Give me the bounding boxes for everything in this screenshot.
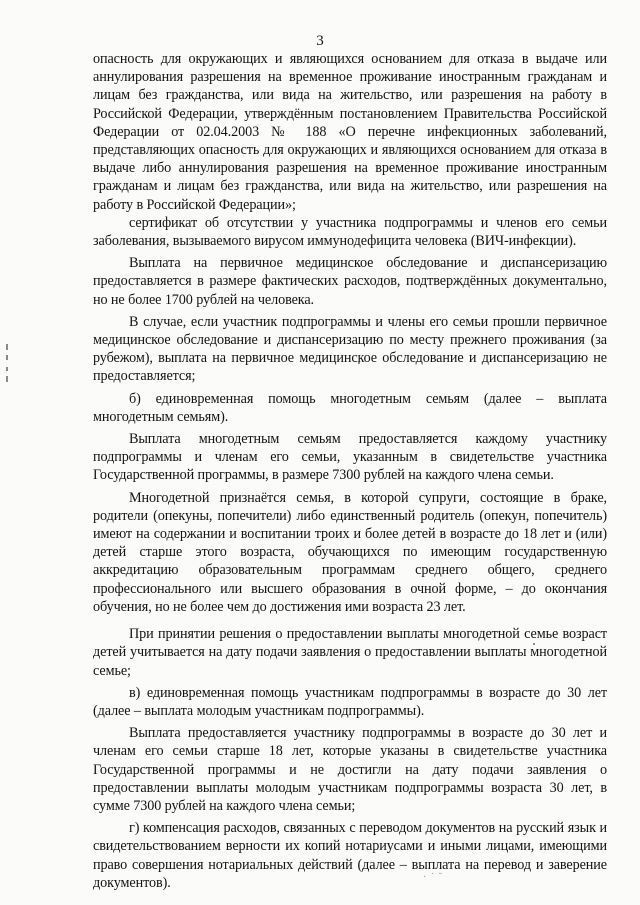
paragraph: Выплата предоставляется участнику подпрограммы в возрасте до 30 лет и членам его семьи старше 18 лет, которые указаны в свидетельстве участника Государственной программы и не достигли на дату подачи заявления о предоставлении выплаты молодым участникам подпрограммы возраста 30 лет, в сумме 7300 рублей на каждого члена семьи; bbox=[93, 725, 607, 814]
scan-margin-mark bbox=[6, 376, 8, 382]
paragraph: сертификат об отсутствии у участника подпрограммы и членов его семьи заболевания, вызываемого вирусом иммунодефицита человека (ВИЧ-инфекции). bbox=[93, 214, 607, 250]
paragraph: б) единовременная помощь многодетным семьям (далее – выплата многодетным семьям). bbox=[93, 390, 607, 425]
paragraph: г) компенсация расходов, связанных с переводом документов на русский язык и свидетельствованием верности их копий нотариусами и иными лицами, имеющими право совершения нотариальных действий (далее – выплата на перевод и заверение документов). bbox=[93, 820, 607, 891]
paragraph: Выплата многодетным семьям предоставляется каждому участнику подпрограммы и членам его семьи, указанным в свидетельстве участника Государственной программы, в размере 7300 рублей на каждого члена семьи. bbox=[93, 431, 607, 484]
paragraph: в) единовременная помощь участникам подпрограммы в возрасте до 30 лет (далее – выплата молодым участникам подпрограммы). bbox=[93, 684, 607, 719]
scan-margin-mark bbox=[6, 344, 8, 350]
paragraph: Многодетной признаётся семья, в которой супруги, состоящие в браке, родители (опекуны, попечители) либо единственный родитель (опекун, попечитель) имеют на содержании и воспитании троих и более детей в возрасте до 18 лет и (или) детей старше этого возраста, обучающихся по имеющим государственную аккредитацию образовательным программам среднего общего, среднего профессионального или высшего образования в очной форме, – до окончания обучения, но не более чем до достижения ими возраста 23 лет. bbox=[93, 489, 607, 615]
scan-margin-mark bbox=[6, 367, 8, 371]
page-number: 3 bbox=[316, 33, 324, 49]
paragraph: Выплата на первичное медицинское обследование и диспансеризацию предоставляется в размере фактических расходов, подтверждённых документально, но не более 1700 рублей на человека. bbox=[93, 255, 607, 308]
document-body bbox=[93, 50, 607, 892]
scan-margin-mark bbox=[6, 355, 8, 360]
paragraph: При принятии решения о предоставлении выплаты многодетной семье возраст детей учитывается на дату подачи заявления о предоставлении выплаты многодетной семье; bbox=[93, 626, 607, 679]
scan-smudge: · ˙ ˘ bbox=[423, 872, 443, 883]
paragraph: опасность для окружающих и являющихся основанием для отказа в выдаче или аннулирования разрешения на временное проживание иностранным гражданам и лицам без гражданства, или вида на жительство, или разрешения на работу в Российской Федерации, утверждённым постановлением Правительства Российской Федерации от 02.04.2003 № 188 «О перечне инфекционных заболеваний, представляющих опасность для окружающих и являющихся основанием для отказа в выдаче либо аннулирования разрешения на временное проживание иностранным гражданам и лицам без гражданства, или вида на жительство, или разрешения на работу в Российской Федерации»; bbox=[93, 51, 607, 213]
paragraph: В случае, если участник подпрограммы и члены его семьи прошли первичное медицинское обследование и диспансеризацию по месту прежнего проживания (за рубежом), выплата на первичное медицинское обследование и диспансеризацию не предоставляется; bbox=[93, 313, 607, 385]
